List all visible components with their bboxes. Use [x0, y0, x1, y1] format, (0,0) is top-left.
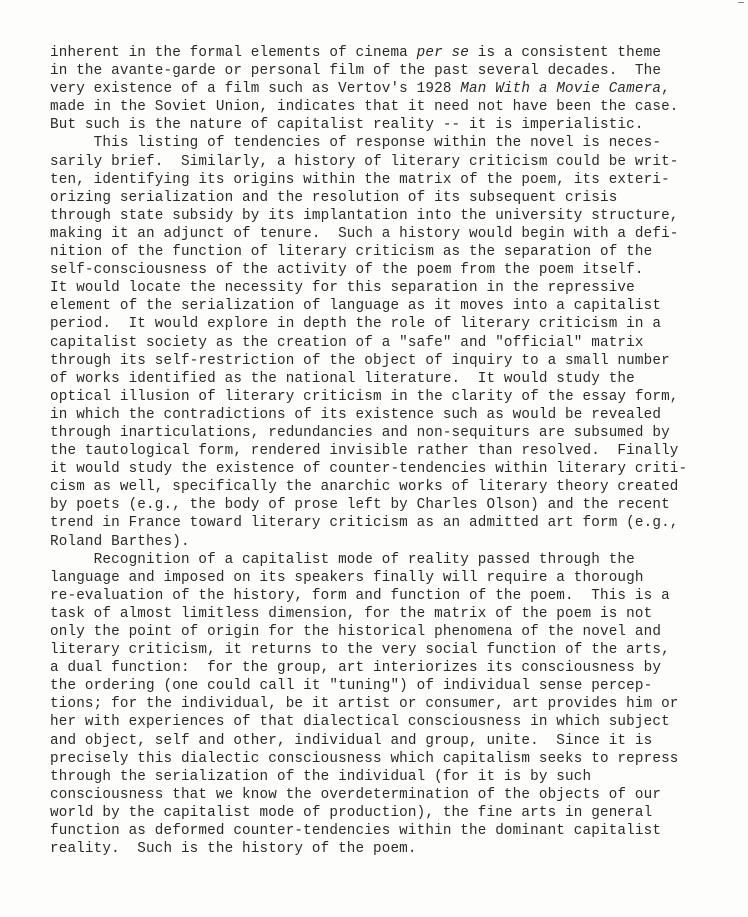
- text-line: [50, 732, 748, 750]
- text-line-segment: ten, identifying its origins within the matrix of the poem, its exteri-: [50, 171, 670, 188]
- text-line-segment: in which the contradictions of its existence such as would be revealed: [50, 406, 662, 423]
- text-line: [50, 822, 748, 840]
- text-line-segment: through the serialization of the individual (for it is by such: [50, 768, 592, 785]
- text-line: [50, 840, 748, 858]
- text-line: [50, 786, 748, 804]
- text-line-segment: nition of the function of literary criticism as the separation of the: [50, 244, 653, 261]
- italic-title: per se: [416, 45, 470, 61]
- text-line: [50, 804, 748, 822]
- text-line: [50, 406, 748, 424]
- text-line-segment: reality. Such is the history of the poem.: [50, 841, 417, 858]
- text-line: [50, 496, 748, 514]
- text-line-segment: through inarticulations, redundancies and non-sequiturs are subsumed by: [50, 424, 670, 441]
- text-line: [50, 153, 748, 171]
- text-line: [50, 207, 748, 225]
- text-line: [50, 98, 748, 116]
- text-line-segment: world by the capitalist mode of production), the fine arts in general: [50, 804, 653, 821]
- text-line-segment: Roland Barthes).: [50, 533, 190, 550]
- text-line: [50, 134, 748, 152]
- text-line-segment: language and imposed on its speakers finally will require a thorough: [50, 569, 644, 586]
- text-line: [50, 315, 748, 333]
- text-line-segment: cism as well, specifically the anarchic works of literary theory created: [50, 479, 679, 496]
- text-line-segment: inherent in the formal elements of cinema: [50, 45, 417, 61]
- text-line: [50, 442, 748, 460]
- text-line-segment: is a consistent theme: [469, 45, 662, 61]
- text-line: [50, 424, 748, 442]
- text-line: [50, 514, 748, 532]
- text-line: [50, 478, 748, 496]
- text-line-segment: through state subsidy by its implantation into the university structure,: [50, 207, 679, 224]
- text-line-segment: of works identified as the national literature. It would study the: [50, 370, 635, 387]
- text-line: [50, 623, 748, 641]
- text-line: [50, 641, 748, 659]
- text-line: [50, 695, 748, 713]
- text-line-segment: re-evaluation of the history, form and function of the poem. This is a: [50, 587, 670, 604]
- text-line: [50, 261, 748, 279]
- text-line: [50, 768, 748, 786]
- text-line: [50, 44, 748, 62]
- text-line-segment: the tautological form, rendered invisible rather than resolved. Finally: [50, 443, 679, 460]
- text-line-segment: But such is the nature of capitalist reality -- it is imperialistic.: [50, 117, 644, 134]
- text-line-segment: capitalist society as the creation of a "safe" and "official" matrix: [50, 334, 644, 351]
- text-line-segment: sarily brief. Similarly, a history of literary criticism could be writ-: [50, 153, 679, 170]
- text-line-segment: by poets (e.g., the body of prose left by Charles Olson) and the recent: [50, 497, 670, 514]
- text-line-segment: optical illusion of literary criticism in the clarity of the essay form,: [50, 388, 679, 405]
- italic-title: Man With a Movie Camera: [460, 81, 662, 98]
- text-line: [50, 243, 748, 261]
- text-line-segment: consciousness that we know the overdetermination of the objects of our: [50, 786, 662, 803]
- text-line-segment: It would locate the necessity for this separation in the repressive: [50, 280, 635, 297]
- text-line-segment: orizing serialization and the resolution of its subsequent crisis: [50, 189, 618, 206]
- text-line-segment: self-consciousness of the activity of the poem from the poem itself.: [50, 262, 644, 279]
- typescript-body: [50, 44, 748, 858]
- text-line-segment: it would study the existence of counter-tendencies within literary criti-: [50, 461, 688, 478]
- text-line: [50, 334, 748, 352]
- text-line-segment: ,: [661, 81, 670, 98]
- text-line-segment: This listing of tendencies of response within the novel is neces-: [50, 135, 662, 152]
- text-line: [50, 297, 748, 315]
- text-line: [50, 116, 748, 134]
- text-line-segment: literary criticism, it returns to the very social function of the arts,: [50, 642, 670, 659]
- text-line: [50, 659, 748, 677]
- text-line-segment: function as deformed counter-tendencies within the dominant capitalist: [50, 823, 662, 840]
- text-line-segment: through its self-restriction of the object of inquiry to a small number: [50, 352, 670, 369]
- text-line: [50, 533, 748, 551]
- text-line: [50, 388, 748, 406]
- text-line-segment: and object, self and other, individual and group, unite. Since it is: [50, 732, 653, 749]
- page-edge-mark: [738, 2, 744, 3]
- text-line: [50, 677, 748, 695]
- text-line-segment: element of the serialization of language as it moves into a capitalist: [50, 298, 662, 315]
- text-line: [50, 80, 748, 98]
- text-line-segment: the ordering (one could call it "tuning") of individual sense percep-: [50, 678, 653, 695]
- text-line: [50, 370, 748, 388]
- text-line-segment: Recognition of a capitalist mode of reality passed through the: [50, 551, 635, 568]
- text-line-segment: period. It would explore in depth the role of literary criticism in a: [50, 316, 662, 333]
- text-line: [50, 569, 748, 587]
- text-line-segment: only the point of origin for the historical phenomena of the novel and: [50, 624, 662, 640]
- text-line-segment: her with experiences of that dialectical consciousness in which subject: [50, 714, 670, 731]
- text-line: [50, 189, 748, 207]
- text-line: [50, 225, 748, 243]
- text-line: [50, 62, 748, 80]
- text-line-segment: task of almost limitless dimension, for the matrix of the poem is not: [50, 605, 653, 622]
- text-line: [50, 279, 748, 297]
- text-line: [50, 750, 748, 768]
- text-line-segment: making it an adjunct of tenure. Such a history would begin with a defi-: [50, 225, 679, 242]
- text-line-segment: made in the Soviet Union, indicates that it need not have been the case.: [50, 99, 679, 116]
- text-line: [50, 713, 748, 731]
- text-line: [50, 460, 748, 478]
- text-line: [50, 605, 748, 623]
- text-line-segment: in the avante-garde or personal film of the past several decades. The: [50, 63, 662, 80]
- text-line-segment: a dual function: for the group, art interiorizes its consciousness by: [50, 660, 662, 677]
- text-line: [50, 587, 748, 605]
- text-line-segment: tions; for the individual, be it artist or consumer, art provides him or: [50, 696, 679, 713]
- text-line-segment: very existence of a film such as Vertov's 1928: [50, 81, 461, 98]
- text-line-segment: precisely this dialectic consciousness which capitalism seeks to repress: [50, 750, 679, 767]
- text-line-segment: trend in France toward literary criticism as an admitted art form (e.g.,: [50, 515, 679, 532]
- text-line: [50, 551, 748, 569]
- text-line: [50, 171, 748, 189]
- text-line: [50, 352, 748, 370]
